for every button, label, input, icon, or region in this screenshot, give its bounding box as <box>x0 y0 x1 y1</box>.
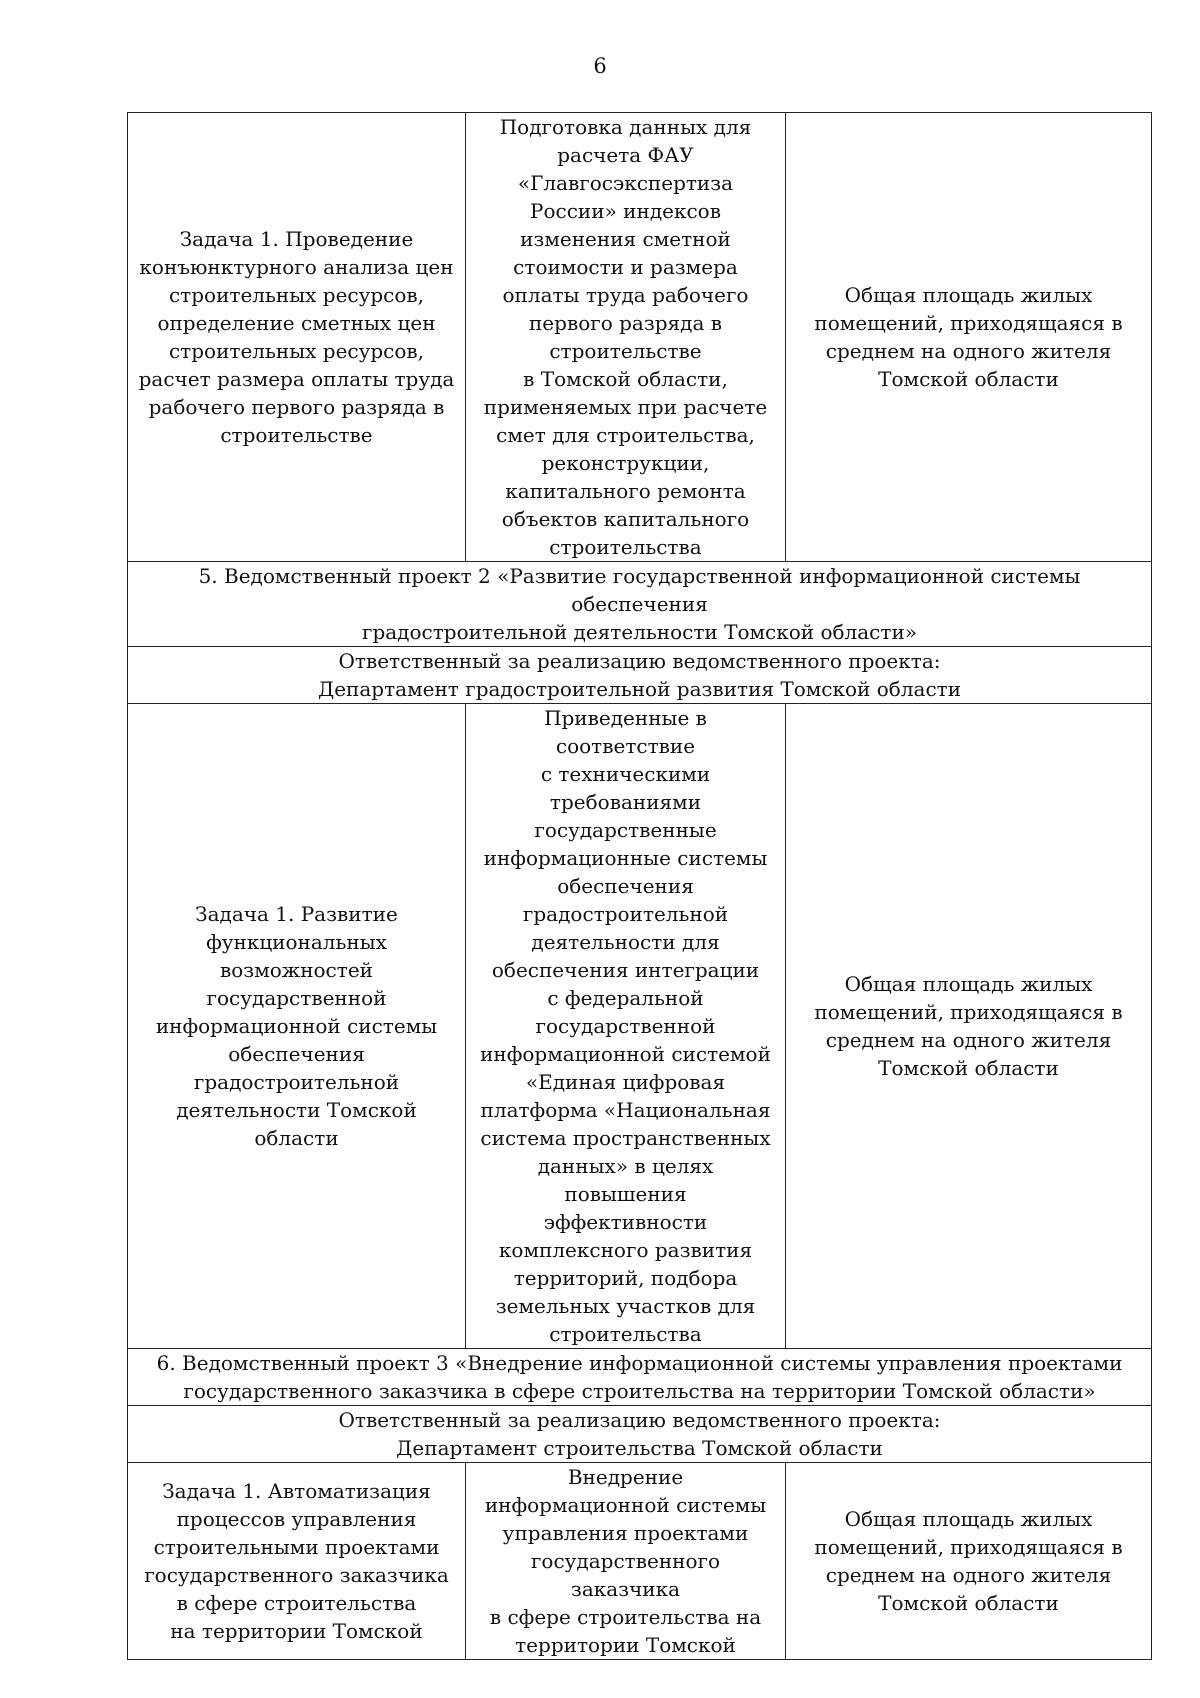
indicator-cell: Общая площадь жилых помещений, приходящаяся в среднем на одного жителя Томской области <box>786 704 1152 1349</box>
program-table <box>127 112 1152 1660</box>
result-cell: Внедрение информационной системы управления проектами государственного заказчика в сфере строительства на территории Томской <box>466 1463 786 1660</box>
responsible-row <box>128 647 1152 704</box>
responsible-row <box>128 1406 1152 1463</box>
task-cell: Задача 1. Автоматизация процессов управления строительными проектами государственного заказчика в сфере строительства на территории Томской <box>128 1463 466 1660</box>
project-title: 5. Ведомственный проект 2 «Развитие государственной информационной системы обеспечения градостроительной деятельности Томской области» <box>128 562 1152 647</box>
indicator-cell: Общая площадь жилых помещений, приходящаяся в среднем на одного жителя Томской области <box>786 1463 1152 1660</box>
result-cell: Подготовка данных для расчета ФАУ «Главгосэкспертиза России» индексов изменения сметной стоимости и размера оплаты труда рабочего первого разряда в строительстве в Томской области, применяемых при расчете смет для строительства, реконструкции, капитального ремонта объектов капитального строительства <box>466 113 786 562</box>
responsible-text: Ответственный за реализацию ведомственного проекта: Департамент градостроительной развития Томской области <box>128 647 1152 704</box>
project-title-row <box>128 562 1152 647</box>
page-number: 6 <box>593 54 607 78</box>
task-cell: Задача 1. Проведение конъюнктурного анализа цен строительных ресурсов, определение сметных цен строительных ресурсов, расчет размера оплаты труда рабочего первого разряда в строительстве <box>128 113 466 562</box>
table-row <box>128 113 1152 562</box>
project-title: 6. Ведомственный проект 3 «Внедрение информационной системы управления проектами государственного заказчика в сфере строительства на территории Томской области» <box>128 1349 1152 1406</box>
result-cell: Приведенные в соответствие с техническими требованиями государственные информационные системы обеспечения градостроительной деятельности для обеспечения интеграции с федеральной государственной информационной системой «Единая цифровая платформа «Национальная система пространственных данных» в целях повышения эффективности комплексного развития территорий, подбора земельных участков для строительства <box>466 704 786 1349</box>
task-cell: Задача 1. Развитие функциональных возможностей государственной информационной системы обеспечения градостроительной деятельности Томской области <box>128 704 466 1349</box>
indicator-cell: Общая площадь жилых помещений, приходящаяся в среднем на одного жителя Томской области <box>786 113 1152 562</box>
table-row <box>128 704 1152 1349</box>
responsible-text: Ответственный за реализацию ведомственного проекта: Департамент строительства Томской области <box>128 1406 1152 1463</box>
project-title-row <box>128 1349 1152 1406</box>
table-row <box>128 1463 1152 1660</box>
